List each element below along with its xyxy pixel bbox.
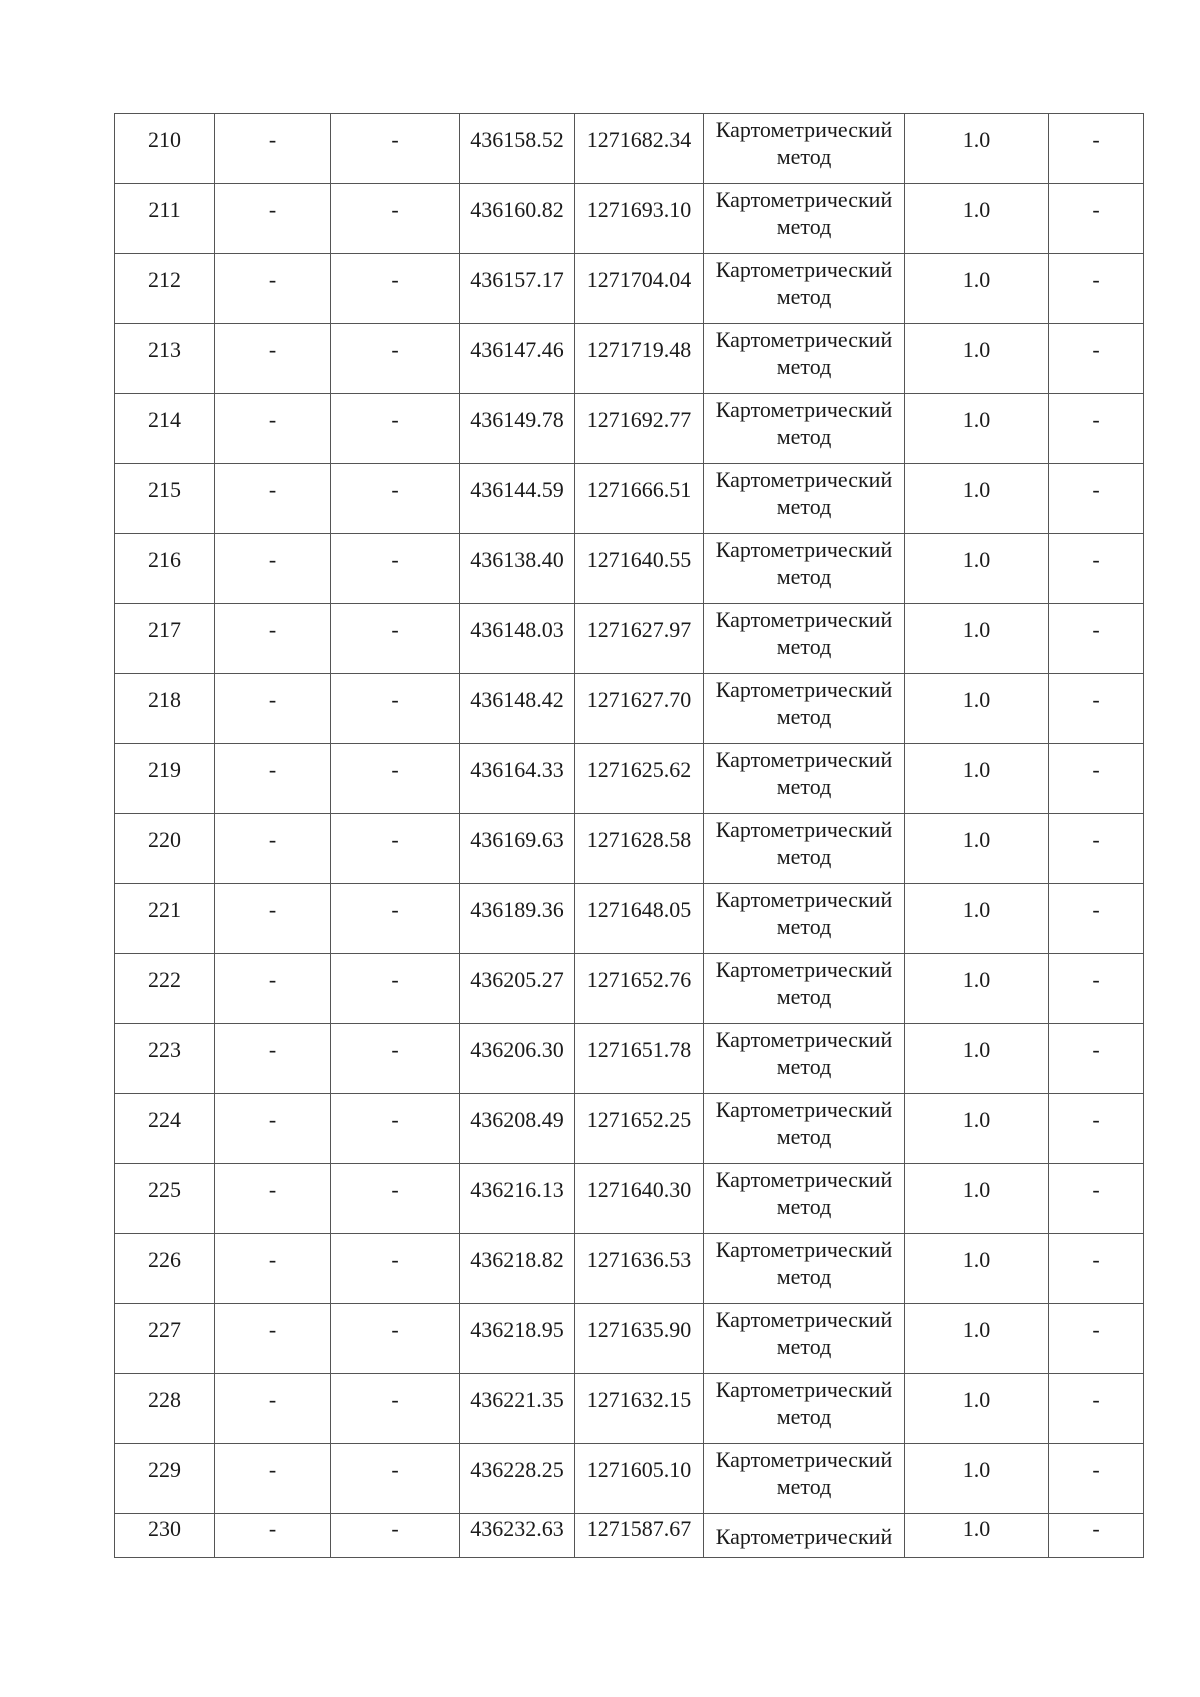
table-row xyxy=(115,394,1144,464)
point-number-cell: 211 xyxy=(115,184,215,254)
empty-dash-cell: - xyxy=(1049,1164,1144,1234)
method-cell: Картометрический метод xyxy=(704,464,905,534)
empty-dash-cell: - xyxy=(1049,954,1144,1024)
accuracy-cell: 1.0 xyxy=(905,1374,1049,1444)
point-number-cell: 216 xyxy=(115,534,215,604)
table-row xyxy=(115,1164,1144,1234)
x-coordinate-cell: 436169.63 xyxy=(460,814,575,884)
empty-dash-cell: - xyxy=(215,1164,331,1234)
point-number-cell: 221 xyxy=(115,884,215,954)
table-row xyxy=(115,674,1144,744)
method-cell: Картометрический метод xyxy=(704,534,905,604)
method-cell: Картометрический xyxy=(704,1514,905,1558)
method-cell: Картометрический метод xyxy=(704,1374,905,1444)
y-coordinate-cell: 1271628.58 xyxy=(575,814,704,884)
accuracy-cell: 1.0 xyxy=(905,604,1049,674)
accuracy-cell: 1.0 xyxy=(905,184,1049,254)
coordinates-table xyxy=(114,113,1144,1558)
empty-dash-cell: - xyxy=(215,394,331,464)
table-row xyxy=(115,884,1144,954)
empty-dash-cell: - xyxy=(1049,814,1144,884)
table-row xyxy=(115,1024,1144,1094)
point-number-cell: 230 xyxy=(115,1514,215,1558)
point-number-cell: 226 xyxy=(115,1234,215,1304)
empty-dash-cell: - xyxy=(331,884,460,954)
table-row xyxy=(115,184,1144,254)
empty-dash-cell: - xyxy=(331,1374,460,1444)
empty-dash-cell: - xyxy=(1049,1234,1144,1304)
empty-dash-cell: - xyxy=(331,184,460,254)
table-row xyxy=(115,954,1144,1024)
accuracy-cell: 1.0 xyxy=(905,114,1049,184)
table-row xyxy=(115,1304,1144,1374)
accuracy-cell: 1.0 xyxy=(905,1304,1049,1374)
y-coordinate-cell: 1271587.67 xyxy=(575,1514,704,1558)
table-row xyxy=(115,814,1144,884)
empty-dash-cell: - xyxy=(215,464,331,534)
y-coordinate-cell: 1271652.25 xyxy=(575,1094,704,1164)
empty-dash-cell: - xyxy=(215,954,331,1024)
empty-dash-cell: - xyxy=(215,534,331,604)
empty-dash-cell: - xyxy=(331,954,460,1024)
accuracy-cell: 1.0 xyxy=(905,1234,1049,1304)
empty-dash-cell: - xyxy=(215,1094,331,1164)
y-coordinate-cell: 1271625.62 xyxy=(575,744,704,814)
document-page xyxy=(114,113,1143,1558)
empty-dash-cell: - xyxy=(1049,254,1144,324)
empty-dash-cell: - xyxy=(331,744,460,814)
empty-dash-cell: - xyxy=(215,324,331,394)
point-number-cell: 227 xyxy=(115,1304,215,1374)
empty-dash-cell: - xyxy=(331,114,460,184)
x-coordinate-cell: 436158.52 xyxy=(460,114,575,184)
method-cell: Картометрический метод xyxy=(704,114,905,184)
accuracy-cell: 1.0 xyxy=(905,1514,1049,1558)
x-coordinate-cell: 436147.46 xyxy=(460,324,575,394)
table-row xyxy=(115,1374,1144,1444)
x-coordinate-cell: 436138.40 xyxy=(460,534,575,604)
table-row xyxy=(115,1234,1144,1304)
y-coordinate-cell: 1271627.97 xyxy=(575,604,704,674)
accuracy-cell: 1.0 xyxy=(905,814,1049,884)
empty-dash-cell: - xyxy=(1049,674,1144,744)
y-coordinate-cell: 1271693.10 xyxy=(575,184,704,254)
y-coordinate-cell: 1271640.30 xyxy=(575,1164,704,1234)
method-cell: Картометрический метод xyxy=(704,1304,905,1374)
table-row xyxy=(115,1094,1144,1164)
empty-dash-cell: - xyxy=(331,1514,460,1558)
empty-dash-cell: - xyxy=(1049,744,1144,814)
y-coordinate-cell: 1271636.53 xyxy=(575,1234,704,1304)
accuracy-cell: 1.0 xyxy=(905,464,1049,534)
empty-dash-cell: - xyxy=(1049,1444,1144,1514)
empty-dash-cell: - xyxy=(1049,1024,1144,1094)
point-number-cell: 220 xyxy=(115,814,215,884)
empty-dash-cell: - xyxy=(331,1444,460,1514)
table-body xyxy=(115,114,1144,1558)
empty-dash-cell: - xyxy=(1049,464,1144,534)
empty-dash-cell: - xyxy=(1049,604,1144,674)
accuracy-cell: 1.0 xyxy=(905,674,1049,744)
y-coordinate-cell: 1271648.05 xyxy=(575,884,704,954)
accuracy-cell: 1.0 xyxy=(905,324,1049,394)
x-coordinate-cell: 436216.13 xyxy=(460,1164,575,1234)
empty-dash-cell: - xyxy=(331,1234,460,1304)
table-row xyxy=(115,254,1144,324)
empty-dash-cell: - xyxy=(1049,324,1144,394)
x-coordinate-cell: 436157.17 xyxy=(460,254,575,324)
method-cell: Картометрический метод xyxy=(704,1094,905,1164)
method-cell: Картометрический метод xyxy=(704,954,905,1024)
empty-dash-cell: - xyxy=(331,534,460,604)
x-coordinate-cell: 436206.30 xyxy=(460,1024,575,1094)
point-number-cell: 218 xyxy=(115,674,215,744)
y-coordinate-cell: 1271635.90 xyxy=(575,1304,704,1374)
point-number-cell: 228 xyxy=(115,1374,215,1444)
empty-dash-cell: - xyxy=(331,1094,460,1164)
empty-dash-cell: - xyxy=(331,604,460,674)
y-coordinate-cell: 1271632.15 xyxy=(575,1374,704,1444)
x-coordinate-cell: 436144.59 xyxy=(460,464,575,534)
y-coordinate-cell: 1271704.04 xyxy=(575,254,704,324)
accuracy-cell: 1.0 xyxy=(905,394,1049,464)
y-coordinate-cell: 1271605.10 xyxy=(575,1444,704,1514)
accuracy-cell: 1.0 xyxy=(905,534,1049,604)
empty-dash-cell: - xyxy=(1049,534,1144,604)
point-number-cell: 214 xyxy=(115,394,215,464)
empty-dash-cell: - xyxy=(331,464,460,534)
table-row xyxy=(115,744,1144,814)
empty-dash-cell: - xyxy=(215,1444,331,1514)
table-row xyxy=(115,324,1144,394)
y-coordinate-cell: 1271682.34 xyxy=(575,114,704,184)
empty-dash-cell: - xyxy=(215,744,331,814)
empty-dash-cell: - xyxy=(215,674,331,744)
x-coordinate-cell: 436164.33 xyxy=(460,744,575,814)
y-coordinate-cell: 1271640.55 xyxy=(575,534,704,604)
accuracy-cell: 1.0 xyxy=(905,1024,1049,1094)
empty-dash-cell: - xyxy=(1049,1514,1144,1558)
empty-dash-cell: - xyxy=(215,1234,331,1304)
point-number-cell: 212 xyxy=(115,254,215,324)
x-coordinate-cell: 436218.95 xyxy=(460,1304,575,1374)
y-coordinate-cell: 1271627.70 xyxy=(575,674,704,744)
empty-dash-cell: - xyxy=(215,254,331,324)
method-cell: Картометрический метод xyxy=(704,744,905,814)
x-coordinate-cell: 436148.03 xyxy=(460,604,575,674)
point-number-cell: 213 xyxy=(115,324,215,394)
point-number-cell: 225 xyxy=(115,1164,215,1234)
method-cell: Картометрический метод xyxy=(704,814,905,884)
x-coordinate-cell: 436208.49 xyxy=(460,1094,575,1164)
point-number-cell: 215 xyxy=(115,464,215,534)
y-coordinate-cell: 1271719.48 xyxy=(575,324,704,394)
method-cell: Картометрический метод xyxy=(704,1164,905,1234)
method-cell: Картометрический метод xyxy=(704,254,905,324)
point-number-cell: 224 xyxy=(115,1094,215,1164)
empty-dash-cell: - xyxy=(331,254,460,324)
table-row xyxy=(115,1444,1144,1514)
empty-dash-cell: - xyxy=(1049,1094,1144,1164)
x-coordinate-cell: 436218.82 xyxy=(460,1234,575,1304)
empty-dash-cell: - xyxy=(331,394,460,464)
empty-dash-cell: - xyxy=(215,1304,331,1374)
empty-dash-cell: - xyxy=(215,184,331,254)
accuracy-cell: 1.0 xyxy=(905,254,1049,324)
accuracy-cell: 1.0 xyxy=(905,1094,1049,1164)
empty-dash-cell: - xyxy=(215,114,331,184)
x-coordinate-cell: 436189.36 xyxy=(460,884,575,954)
empty-dash-cell: - xyxy=(331,814,460,884)
method-cell: Картометрический метод xyxy=(704,1444,905,1514)
method-cell: Картометрический метод xyxy=(704,884,905,954)
method-cell: Картометрический метод xyxy=(704,184,905,254)
empty-dash-cell: - xyxy=(215,1514,331,1558)
x-coordinate-cell: 436232.63 xyxy=(460,1514,575,1558)
empty-dash-cell: - xyxy=(331,1164,460,1234)
method-cell: Картометрический метод xyxy=(704,674,905,744)
x-coordinate-cell: 436149.78 xyxy=(460,394,575,464)
point-number-cell: 217 xyxy=(115,604,215,674)
empty-dash-cell: - xyxy=(331,1024,460,1094)
point-number-cell: 219 xyxy=(115,744,215,814)
point-number-cell: 229 xyxy=(115,1444,215,1514)
empty-dash-cell: - xyxy=(1049,184,1144,254)
point-number-cell: 222 xyxy=(115,954,215,1024)
method-cell: Картометрический метод xyxy=(704,324,905,394)
empty-dash-cell: - xyxy=(1049,114,1144,184)
table-row xyxy=(115,534,1144,604)
accuracy-cell: 1.0 xyxy=(905,1444,1049,1514)
accuracy-cell: 1.0 xyxy=(905,884,1049,954)
accuracy-cell: 1.0 xyxy=(905,954,1049,1024)
y-coordinate-cell: 1271651.78 xyxy=(575,1024,704,1094)
empty-dash-cell: - xyxy=(331,324,460,394)
empty-dash-cell: - xyxy=(215,1374,331,1444)
method-cell: Картометрический метод xyxy=(704,1234,905,1304)
empty-dash-cell: - xyxy=(1049,884,1144,954)
table-row xyxy=(115,1514,1144,1558)
empty-dash-cell: - xyxy=(1049,1374,1144,1444)
y-coordinate-cell: 1271692.77 xyxy=(575,394,704,464)
empty-dash-cell: - xyxy=(215,884,331,954)
table-row xyxy=(115,114,1144,184)
method-cell: Картометрический метод xyxy=(704,604,905,674)
empty-dash-cell: - xyxy=(331,674,460,744)
empty-dash-cell: - xyxy=(215,604,331,674)
method-cell: Картометрический метод xyxy=(704,1024,905,1094)
empty-dash-cell: - xyxy=(215,814,331,884)
x-coordinate-cell: 436205.27 xyxy=(460,954,575,1024)
x-coordinate-cell: 436228.25 xyxy=(460,1444,575,1514)
point-number-cell: 210 xyxy=(115,114,215,184)
empty-dash-cell: - xyxy=(1049,394,1144,464)
y-coordinate-cell: 1271666.51 xyxy=(575,464,704,534)
accuracy-cell: 1.0 xyxy=(905,744,1049,814)
table-row xyxy=(115,604,1144,674)
x-coordinate-cell: 436221.35 xyxy=(460,1374,575,1444)
accuracy-cell: 1.0 xyxy=(905,1164,1049,1234)
x-coordinate-cell: 436148.42 xyxy=(460,674,575,744)
method-cell: Картометрический метод xyxy=(704,394,905,464)
empty-dash-cell: - xyxy=(1049,1304,1144,1374)
empty-dash-cell: - xyxy=(215,1024,331,1094)
empty-dash-cell: - xyxy=(331,1304,460,1374)
table-row xyxy=(115,464,1144,534)
x-coordinate-cell: 436160.82 xyxy=(460,184,575,254)
y-coordinate-cell: 1271652.76 xyxy=(575,954,704,1024)
point-number-cell: 223 xyxy=(115,1024,215,1094)
